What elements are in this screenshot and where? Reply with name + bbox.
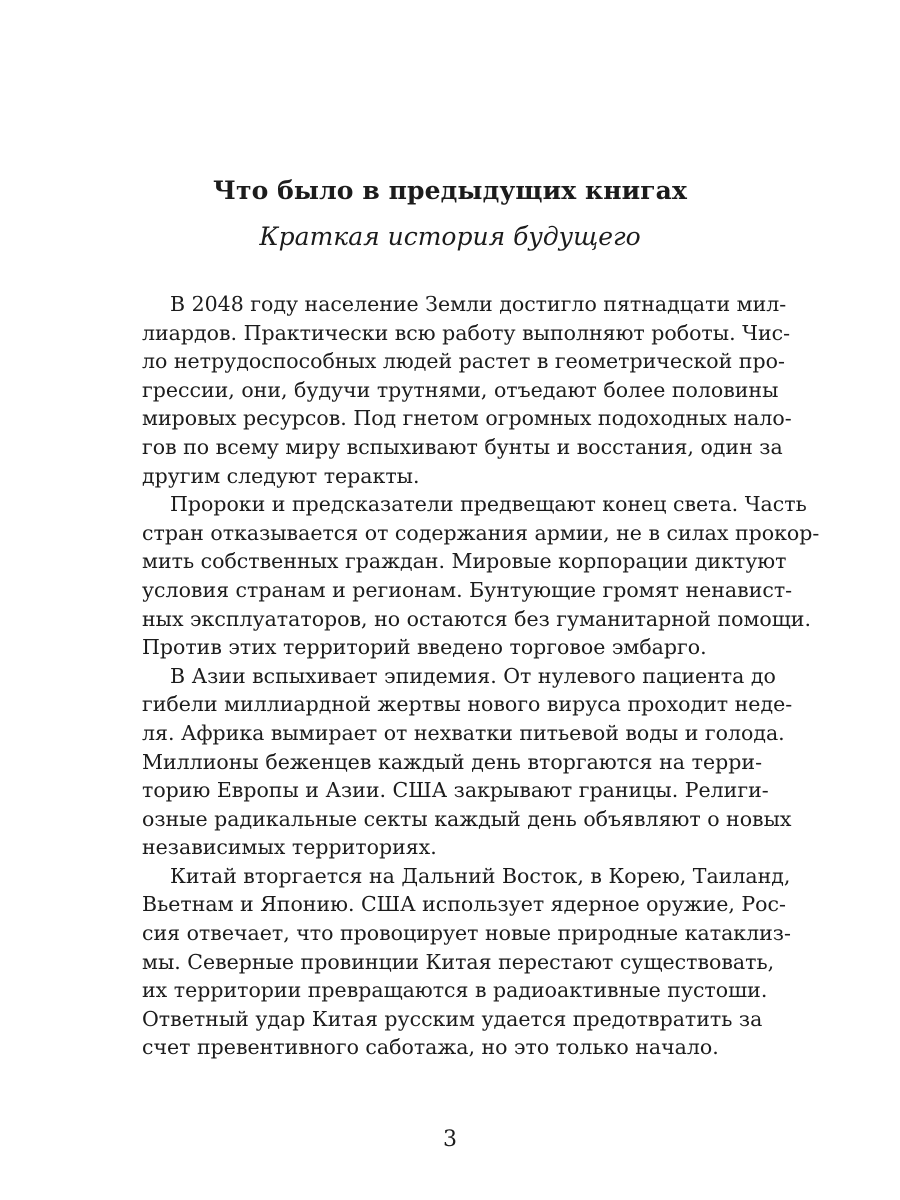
text-line: озные радикальные секты каждый день объявляют о новых [142, 806, 792, 831]
text-line: ля. Африка вымирает от нехватки питьевой воды и голода. [142, 720, 785, 745]
text-line: мить собственных граждан. Мировые корпорации диктуют [142, 549, 787, 574]
chapter-heading: Что было в предыдущих книгах [213, 176, 687, 205]
text-line: В 2048 году население Земли достигло пятнадцати мил- [170, 292, 787, 316]
body-text [142, 290, 820, 1062]
text-line: мировых ресурсов. Под гнетом огромных подоходных нало- [142, 406, 792, 431]
text-line: Против этих территорий введено торговое эмбарго. [142, 635, 707, 660]
text-line: Вьетнам и Японию. США использует ядерное оружие, Рос- [142, 892, 786, 917]
text-line: счет превентивного саботажа, но это только начало. [142, 1035, 719, 1060]
text-line: В Азии вспыхивает эпидемия. От нулевого пациента до [170, 663, 776, 688]
text-line: сия отвечает, что провоцирует новые природные катаклиз- [142, 921, 791, 946]
text-line: ло нетрудоспособных людей растет в геометрической про- [142, 349, 785, 374]
text-line: Ответный удар Китая русским удается предотвратить за [142, 1006, 763, 1031]
text-line: лиардов. Практически всю работу выполняют роботы. Чис- [142, 320, 791, 345]
text-line: условия странам и регионам. Бунтующие громят ненавист- [142, 577, 793, 602]
chapter-subheading: Краткая история будущего [259, 222, 641, 251]
text-line: их территории превращаются в радиоактивные пустоши. [142, 978, 768, 1003]
text-line: торию Европы и Азии. США закрывают границы. Религи- [142, 778, 769, 803]
text-line: гибели миллиардной жертвы нового вируса проходит неде- [142, 692, 793, 717]
text-line: другим следуют теракты. [142, 463, 420, 488]
text-line: Миллионы беженцев каждый день вторгаются на терри- [142, 749, 762, 774]
text-line: стран отказывается от содержания армии, не в силах прокор- [142, 520, 820, 545]
text-line: ных эксплуататоров, но остаются без гуманитарной помощи. [142, 606, 811, 631]
page-number: 3 [443, 1127, 457, 1152]
text-line: Пророки и предсказатели предвещают конец света. Часть [170, 492, 807, 517]
text-line: независимых территориях. [142, 835, 437, 860]
text-line: гов по всему миру вспыхивают бунты и восстания, один за [142, 434, 783, 459]
text-line: грессии, они, будучи трутнями, отъедают более половины [142, 377, 779, 402]
text-line: Китай вторгается на Дальний Восток, в Корею, Таиланд, [170, 863, 791, 888]
text-line: мы. Северные провинции Китая перестают существовать, [142, 949, 775, 974]
